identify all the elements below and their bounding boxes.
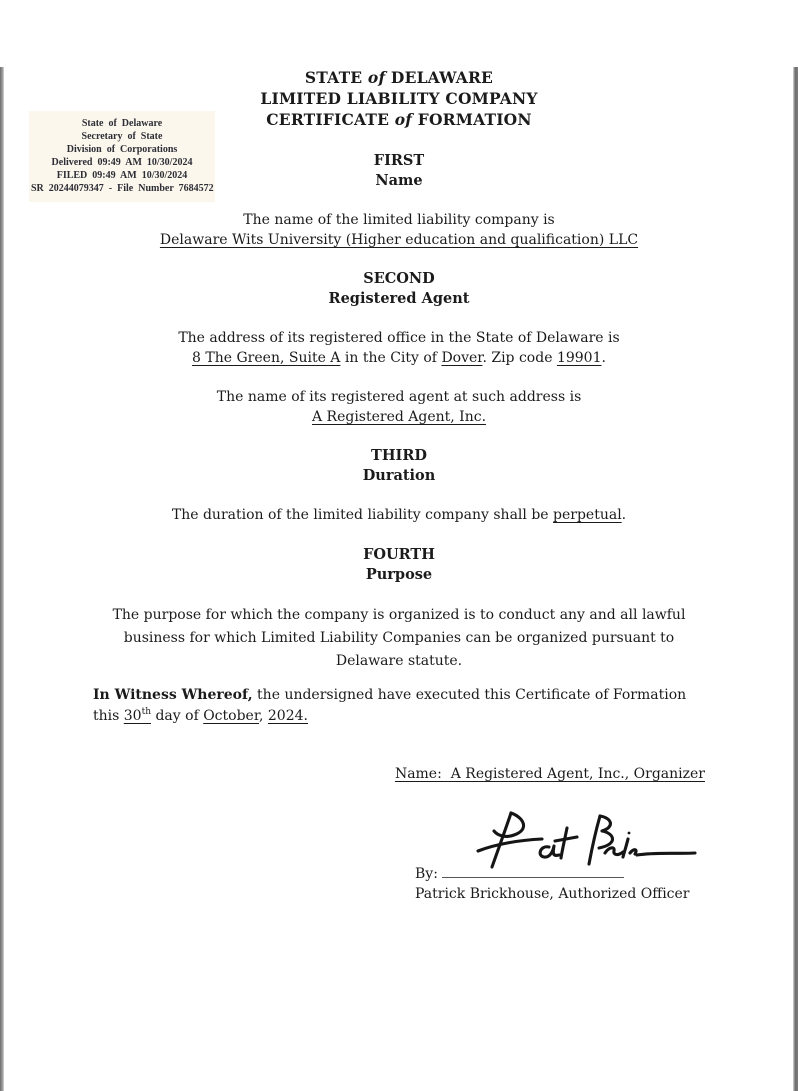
heading-fourth: FOURTH [363, 546, 435, 563]
title-line-1: STATE of DELAWARE [304, 68, 494, 87]
signature-block [415, 864, 705, 904]
execution-month-value: October [203, 708, 259, 724]
title-of-italic-2: of [394, 110, 413, 129]
duration-paragraph: The duration of the limited liability company shall be perpetual. [171, 507, 627, 523]
purpose-line-1: The purpose for which the company is organized is to conduct any and all lawful [112, 607, 686, 623]
city-value: Dover [441, 350, 483, 366]
heading-first: FIRST [373, 152, 425, 169]
signature-image [447, 810, 699, 870]
subheading-name: Name [375, 172, 423, 189]
article-second-heading [93, 269, 705, 309]
stamp-filed-line: FILED 09:49 AM 10/30/2024 [56, 170, 188, 181]
witness-lead: In Witness Whereof, [93, 687, 253, 703]
subheading-registered-agent: Registered Agent [328, 290, 470, 307]
stamp-division-line: Division of Corporations [66, 144, 178, 155]
execution-year-value: 2024. [267, 708, 308, 724]
title-line-2: LIMITED LIABILITY COMPANY [260, 89, 538, 108]
witness-clause: In Witness Whereof, the undersigned have executed this Certificate of Formation this 30th day of October, 2024. [93, 687, 687, 724]
organizer-name-line [93, 744, 705, 804]
stamp-state-line: State of Delaware [81, 118, 163, 129]
purpose-line-3: Delaware statute. [335, 653, 463, 669]
heading-second: SECOND [363, 270, 435, 287]
certificate-body [93, 67, 705, 904]
subheading-duration: Duration [362, 467, 436, 484]
page-edge-right [793, 67, 798, 1091]
by-label: By: [415, 866, 438, 882]
purpose-paragraph [93, 604, 705, 673]
document-title [93, 67, 705, 130]
company-name-intro: The name of the limited liability company is [243, 212, 555, 228]
company-name-paragraph [93, 210, 705, 250]
title-of-italic: of [367, 68, 386, 87]
registered-office-paragraph: The address of its registered office in the State of Delaware is 8 The Green, Suite A in the City of Dover. Zip code 19901. [178, 330, 620, 366]
registered-agent-name-value: A Registered Agent, Inc. [311, 409, 487, 425]
registered-agent-paragraph [93, 387, 705, 427]
stamp-secretary-line: Secretary of State [81, 131, 163, 142]
article-first-heading [93, 151, 705, 191]
signer-name-title: Patrick Brickhouse, Authorized Officer [415, 886, 690, 902]
heading-third: THIRD [371, 447, 427, 464]
street-address-value: 8 The Green, Suite A [192, 350, 341, 366]
organizer-name-value: Name: A Registered Agent, Inc., Organizer [394, 766, 705, 782]
execution-day-value: 30th [123, 707, 152, 724]
article-third-heading [93, 446, 705, 486]
title-line-3: CERTIFICATE of FORMATION [266, 110, 532, 129]
registered-agent-intro: The name of its registered agent at such address is [216, 389, 582, 405]
zip-code-value: 19901 [556, 350, 602, 366]
day-ordinal-suffix: th [141, 707, 152, 717]
registered-office-intro: The address of its registered office in the State of Delaware is [178, 330, 620, 346]
company-name-value: Delaware Wits University (Higher education and qualification) LLC [159, 232, 639, 248]
duration-value: perpetual [553, 507, 622, 523]
certificate-document-page [0, 67, 798, 1091]
subheading-purpose: Purpose [365, 566, 433, 583]
purpose-line-2: business for which Limited Liability Companies can be organized pursuant to [123, 630, 675, 646]
article-fourth-heading [93, 545, 705, 585]
page-edge-left [0, 67, 4, 1091]
stamp-delivered-line: Delivered 09:49 AM 10/30/2024 [51, 157, 193, 168]
stamp-file-number-line: SR 20244079347 - File Number 7684572 [31, 183, 214, 194]
